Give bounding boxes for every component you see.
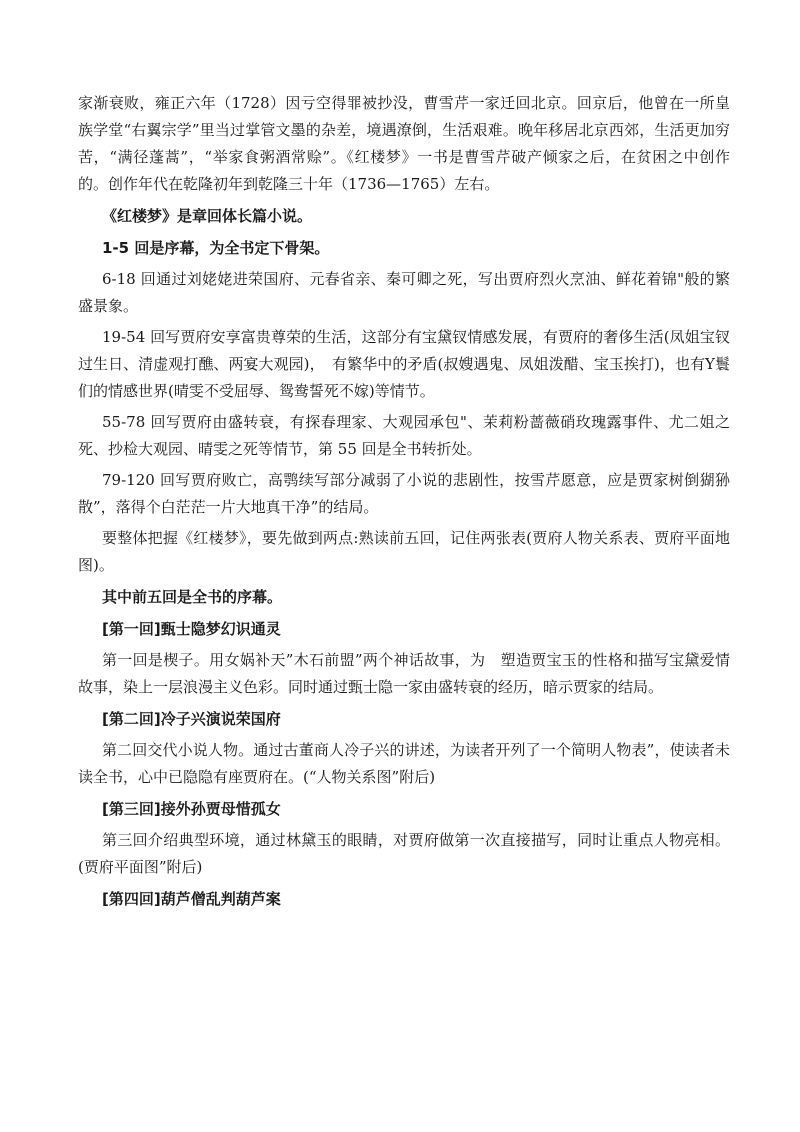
paragraph-chapter-2: 第二回交代小说人物。通过古董商人冷子兴的讲述，为读者开列了一个简明人物表”，使读者未读全书，心中已隐隐有座贾府在。(“人物关系图”附后)	[78, 741, 730, 786]
paragraph-chapter-1: 第一回是楔子。用女娲补天”木石前盟”两个神话故事，为 塑造贾宝玉的性格和描写宝黛爱情故事，染上一层浪漫主义色彩。同时通过甄士隐一家由盛转衰的经历，暗示贾家的结局。	[78, 651, 730, 696]
heading-chapters-1-5: 1-5 回是序幕，为全书定下骨架。	[102, 239, 330, 257]
paragraph-overall-grasp: 要整体把握《红楼梦》，要先做到两点:熟读前五回，记住两张表(贾府人物关系表、贾府平面地图)。	[78, 529, 730, 574]
paragraph-chapters-55-78: 55-78 回写贾府由盛转衰，有探春理家、大观园承包"、茉莉粉蔷薇硝玫瑰露事件、尤二姐之死、抄检大观园、晴雯之死等情节，第 55 回是全书转折处。	[78, 413, 730, 458]
paragraph-cao-xueqin-bio: 家渐衰败，雍正六年（1728）因亏空得罪被抄没，曹雪芹一家迁回北京。回京后，他曾在一所皇族学堂“右翼宗学”里当过掌管文墨的杂差，境遇潦倒，生活艰难。晚年移居北京西郊，生活更加穷苦，“满径蓬蒿”，“举家食粥酒常赊”。《红楼梦》一书是曹雪芹破产倾家之后，在贫困之中创作的。创作年代在乾隆初年到乾隆三十年（1736—1765）左右。	[78, 94, 730, 193]
heading-novel-form: 《红楼梦》是章回体长篇小说。	[102, 207, 313, 225]
heading-chapter-2: [第二回]冷子兴演说荣国府	[102, 710, 281, 728]
heading-prologue: 其中前五回是全书的序幕。	[102, 588, 283, 606]
paragraph-chapters-79-120: 79-120 回写贾府败亡，高鹗续写部分减弱了小说的悲剧性，按雪芹愿意，应是贾家树倒猢狲散”，落得个白茫茫一片大地真干净”的结局。	[78, 471, 730, 516]
document-page	[78, 90, 730, 913]
heading-chapter-3: [第三回]接外孙贾母惜孤女	[102, 800, 281, 818]
heading-chapter-1: [第一回]甄士隐梦幻识通灵	[102, 620, 281, 638]
heading-chapter-4: [第四回]葫芦僧乱判葫芦案	[102, 890, 281, 908]
paragraph-chapters-19-54: 19-54 回写贾府安享富贵尊荣的生活，这部分有宝黛钗情感发展，有贾府的奢侈生活(凤姐宝钗过生日、清虚观打醮、两宴大观园)， 有繁华中的矛盾(叔嫂遇鬼、凤姐泼醋、宝玉挨打)，也有Y鬟们的情感世界(晴雯不受屈辱、鸳鸯誓死不嫁)等情节。	[78, 328, 730, 400]
paragraph-chapter-3: 第三回介绍典型环境，通过林黛玉的眼睛，对贾府做第一次直接描写，同时让重点人物亮相。(贾府平面图”附后)	[78, 831, 730, 876]
paragraph-chapters-6-18: 6-18 回通过刘姥姥进荣国府、元春省亲、秦可卿之死，写出贾府烈火烹油、鲜花着锦"般的繁盛景象。	[78, 270, 730, 315]
